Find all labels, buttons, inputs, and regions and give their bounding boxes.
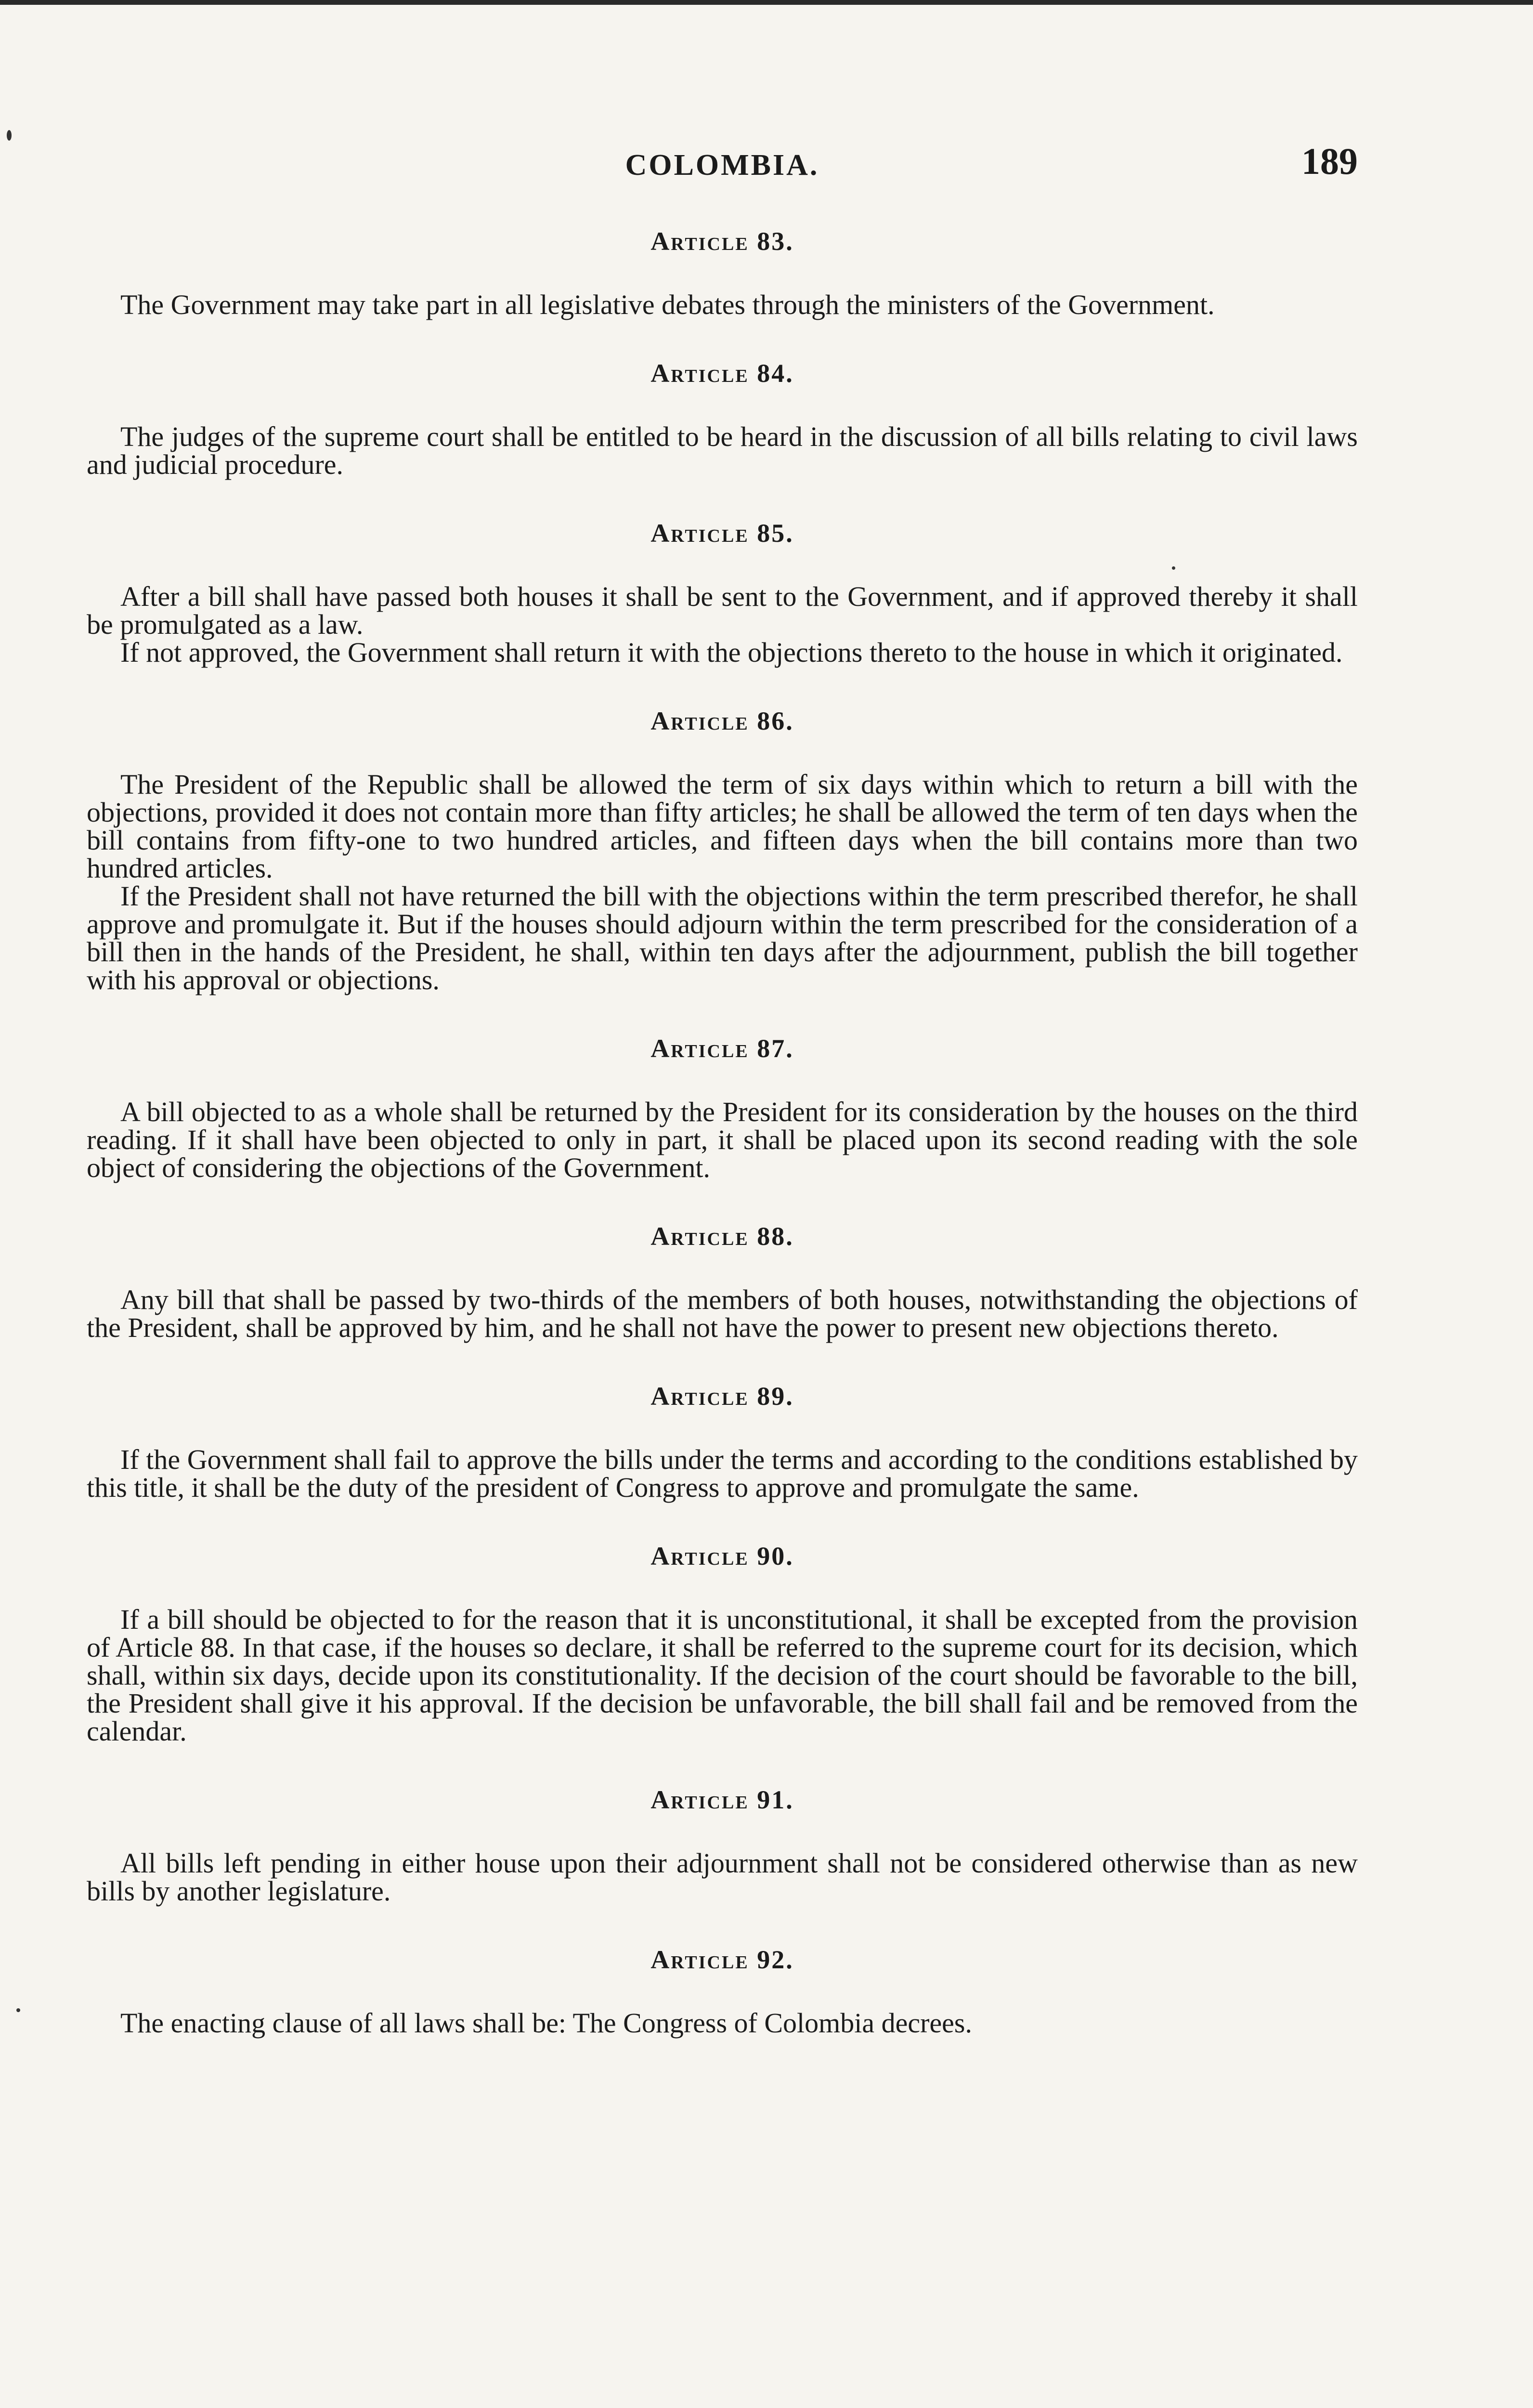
article-84	[87, 358, 1358, 479]
article-85	[87, 518, 1358, 667]
page-number: 189	[1301, 140, 1358, 182]
article-number: 83.	[757, 227, 794, 256]
article-heading-word: Article	[650, 359, 749, 388]
article-heading	[87, 1945, 1358, 1975]
article-heading	[87, 1034, 1358, 1063]
article-heading	[87, 1381, 1358, 1411]
article-heading	[87, 706, 1358, 736]
article-number: 86.	[757, 707, 794, 735]
article-paragraph: The President of the Republic shall be allowed the term of six days within which to return a bill with the objections, provided it does not contain more than fifty articles; he shall be allowed the term of ten days when the bill contains from fifty-one to two hundred articles, and fifteen days when the bill contains more than two hundred articles.	[87, 769, 1358, 884]
article-heading	[87, 358, 1358, 388]
article-number: 85.	[757, 519, 794, 548]
article-92	[87, 1945, 1358, 2037]
article-88	[87, 1221, 1358, 1342]
article-paragraph: Any bill that shall be passed by two-thirds of the members of both houses, notwithstanding the objections of the President, shall be approved by him, and he shall not have the power to present new objections thereto.	[87, 1284, 1358, 1343]
article-paragraph: The enacting clause of all laws shall be: The Congress of Colombia decrees.	[120, 2007, 972, 2039]
article-heading-word: Article	[650, 1542, 749, 1570]
article-90	[87, 1541, 1358, 1745]
article-paragraph: The Government may take part in all legislative debates through the ministers of the Government.	[120, 289, 1215, 320]
article-heading-word: Article	[650, 227, 749, 256]
running-head	[87, 140, 1358, 193]
article-paragraph: All bills left pending in either house upon their adjournment shall not be considered otherwise than as new bills by another legislature.	[87, 1847, 1358, 1907]
article-paragraph: After a bill shall have passed both houses it shall be sent to the Government, and if approved thereby it shall be promulgated as a law.	[87, 581, 1358, 640]
article-86	[87, 706, 1358, 994]
scan-speck	[16, 2008, 20, 2012]
article-number: 91.	[757, 1785, 794, 1814]
article-heading-word: Article	[650, 707, 749, 735]
article-heading	[87, 226, 1358, 256]
article-paragraph: If the President shall not have returned the bill with the objections within the term prescribed therefor, he shall approve and promulgate it. But if the houses should adjourn within the term prescribed for the consideration of a bill then in the hands of the President, he shall, within ten days after the adjournment, publish the bill together with his approval or objections.	[87, 880, 1358, 995]
article-number: 92.	[757, 1945, 794, 1974]
document-body	[87, 226, 1358, 2037]
article-paragraph: If the Government shall fail to approve the bills under the terms and according to the conditions established by this title, it shall be the duty of the president of Congress to approve and promulgate the same.	[87, 1444, 1358, 1503]
article-number: 87.	[757, 1034, 794, 1063]
running-title: COLOMBIA.	[625, 149, 819, 182]
article-heading-word: Article	[650, 1785, 749, 1814]
article-paragraph: If not approved, the Government shall return it with the objections thereto to the house in which it originated.	[120, 637, 1343, 668]
article-heading	[87, 1221, 1358, 1251]
article-number: 88.	[757, 1222, 794, 1251]
article-heading-word: Article	[650, 519, 749, 548]
article-heading	[87, 518, 1358, 548]
article-number: 90.	[757, 1542, 794, 1570]
scan-speck	[7, 130, 12, 141]
article-paragraph: If a bill should be objected to for the reason that it is unconstitutional, it shall be excepted from the provision of Article 88. In that case, if the houses so declare, it shall be referred to the supreme court for its decision, which shall, within six days, decide upon its constitutionality. If the decision of the court should be favorable to the bill, the President shall give it his approval. If the decision be unfavorable, the bill shall fail and be removed from the calendar.	[87, 1604, 1358, 1747]
article-number: 84.	[757, 359, 794, 388]
article-number: 89.	[757, 1382, 794, 1411]
article-89	[87, 1381, 1358, 1502]
article-heading-word: Article	[650, 1382, 749, 1411]
article-heading	[87, 1541, 1358, 1571]
article-heading-word: Article	[650, 1222, 749, 1251]
article-heading-word: Article	[650, 1945, 749, 1974]
article-paragraph: A bill objected to as a whole shall be returned by the President for its consideration by the houses on the third reading. If it shall have been objected to only in part, it shall be placed upon its second reading with the sole object of considering the objections of the Government.	[87, 1096, 1358, 1183]
article-87	[87, 1034, 1358, 1182]
article-83	[87, 226, 1358, 319]
article-heading	[87, 1785, 1358, 1815]
page-top-edge	[0, 0, 1533, 5]
article-paragraph: The judges of the supreme court shall be entitled to be heard in the discussion of all bills relating to civil laws and judicial procedure.	[87, 421, 1358, 480]
scan-speck	[1172, 566, 1175, 570]
article-91	[87, 1785, 1358, 1905]
article-heading-word: Article	[650, 1034, 749, 1063]
